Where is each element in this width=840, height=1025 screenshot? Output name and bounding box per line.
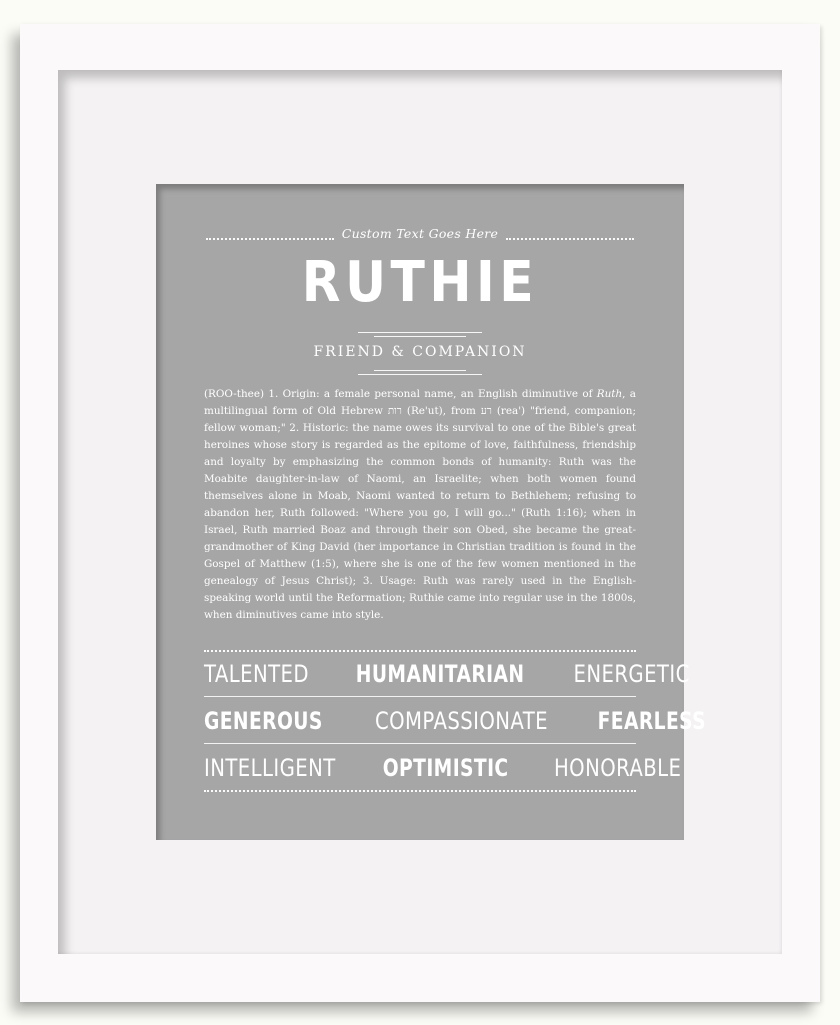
trait-row-3	[204, 748, 682, 788]
trait-word: COMPASSIONATE	[375, 707, 549, 735]
subtitle-rule-inner	[374, 370, 466, 371]
name-title: RUTHIE	[301, 250, 539, 315]
title-rule-top-inner	[374, 336, 466, 337]
trait-word: FEARLESS	[597, 707, 707, 735]
trait-word: ENERGETIC	[573, 660, 690, 688]
subtitle-rule-bottom	[358, 374, 482, 375]
definition-text-rest: , a multilingual form of Old Hebrew רות (Re'ut), from רע (rea') "friend, companion; fellow woman;" 2. Historic: the name owes its survival to one of the Bible's great heroines whose story is regarded as the epitome of love, faithfulness, friendship and loyalty by emphasizing the common bonds of humanity: Ruth was the Moabite daughter-in-law of Naomi, an Israelite; when both women found themselves alone in Moab, Naomi wanted to return to Bethlehem; refusing to abandon her, Ruth followed: "Where you go, I will go..." (Ruth 1:16); when in Israel, Ruth married Boaz and through their son Obed, she became the great-grandmother of King David (her importance in Christian tradition is found in the Gospel of Matthew (1:5), where she is one of the few women mentioned in the genealogy of Jesus Christ); 3. Usage: Ruth was rarely used in the English-speaking world until the Reformation; Ruthie came into regular use in the 1800s, when diminutives came into style.	[204, 388, 636, 621]
trait-row-1	[204, 654, 690, 694]
trait-word: GENEROUS	[204, 707, 323, 735]
definition-text-start: (ROO-thee) 1. Origin: a female personal name, an English diminutive of	[204, 388, 597, 400]
frame-mat	[58, 70, 782, 954]
custom-text: Custom Text Goes Here	[341, 226, 499, 241]
dotted-divider-left	[206, 238, 334, 240]
trait-row-divider	[204, 696, 636, 697]
picture-frame	[20, 24, 820, 1002]
dotted-divider-traits-top	[204, 650, 636, 652]
trait-word: TALENTED	[204, 660, 309, 688]
trait-word: INTELLIGENT	[204, 754, 336, 782]
title-rule-top	[358, 332, 482, 333]
trait-word: HONORABLE	[553, 754, 682, 782]
trait-word: HUMANITARIAN	[355, 660, 525, 688]
trait-word: OPTIMISTIC	[382, 754, 509, 782]
trait-row-2	[204, 701, 707, 741]
name-meaning-print	[156, 184, 707, 840]
name-subtitle: FRIEND & COMPANION	[313, 344, 527, 360]
dotted-divider-traits-bottom	[204, 790, 636, 792]
trait-row-divider	[204, 743, 636, 744]
dotted-divider-right	[506, 238, 634, 240]
name-definition	[204, 386, 636, 624]
definition-italic-name: Ruth	[596, 388, 623, 400]
